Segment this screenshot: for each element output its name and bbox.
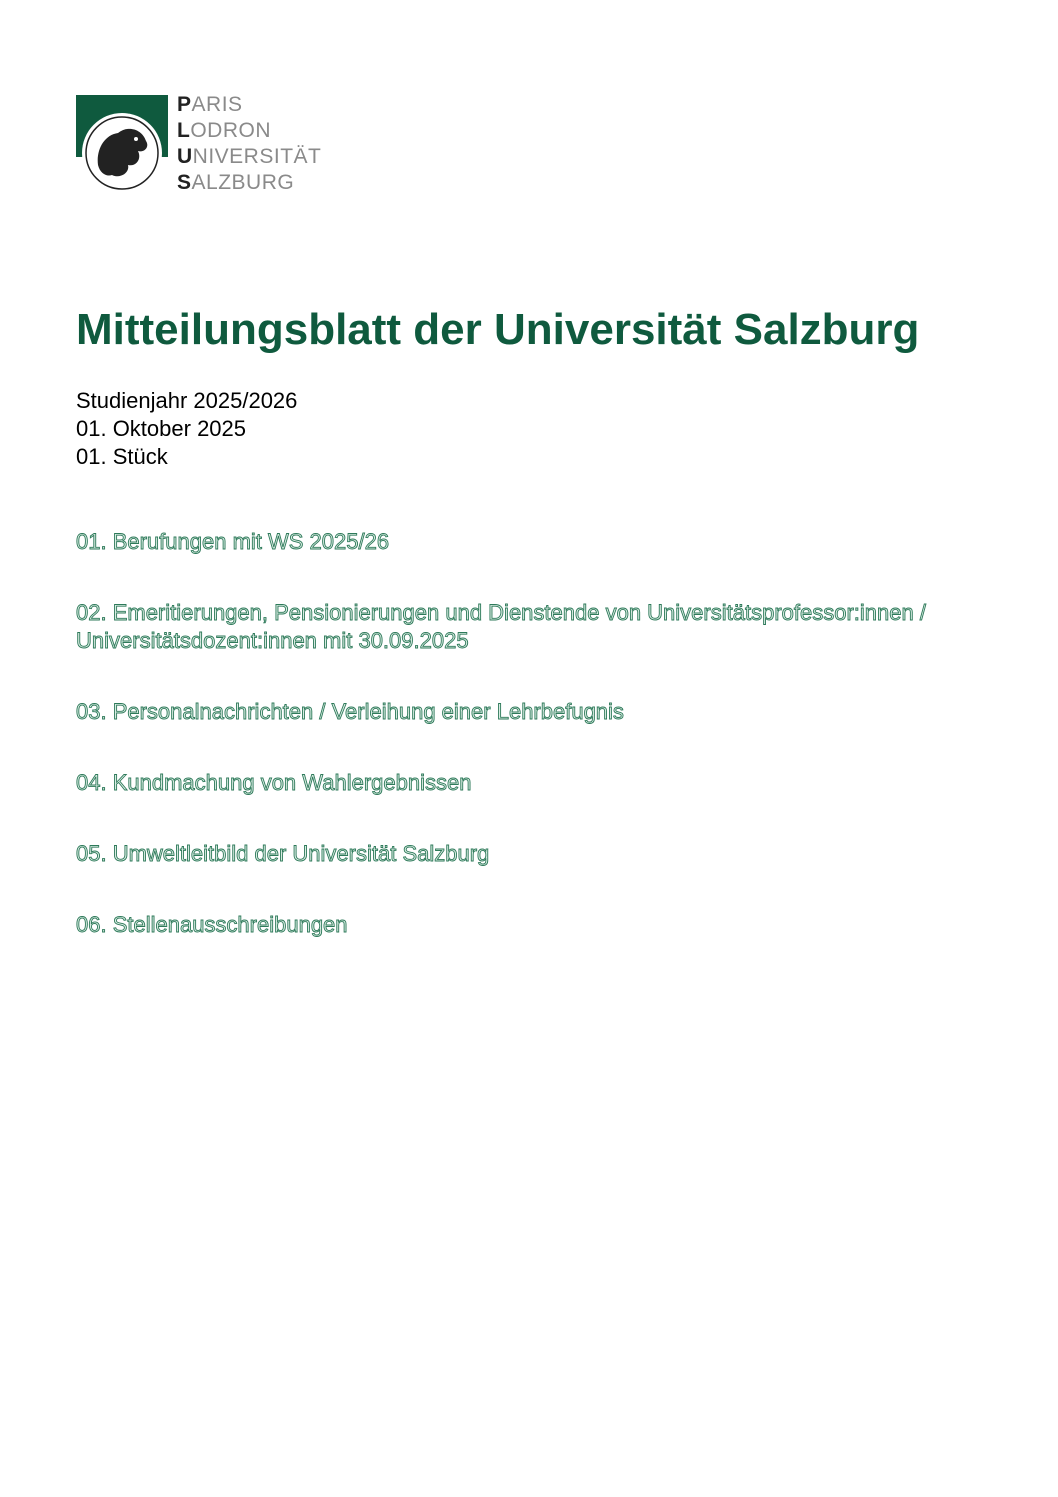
lion-seal-icon	[76, 95, 168, 192]
issue-number: 01. Stück	[76, 444, 168, 469]
logo-line: UNIVERSITÄT	[177, 145, 322, 168]
logo-line: PARIS	[177, 93, 243, 116]
page-title: Mitteilungsblatt der Universität Salzburg	[76, 305, 920, 354]
logo-line: SALZBURG	[177, 171, 295, 194]
toc-link[interactable]: 06. Stellenausschreibungen	[76, 912, 348, 937]
toc-link[interactable]: 01. Berufungen mit WS 2025/26	[76, 529, 390, 554]
toc-link[interactable]: 02. Emeritierungen, Pensionierungen und Dienstende von Universitätsprofessor:innen / Universitätsdozent:innen mit 30.09.2025	[76, 600, 926, 653]
toc-link[interactable]: 04. Kundmachung von Wahlergebnissen	[76, 770, 472, 795]
issue-meta	[76, 387, 297, 471]
university-logo	[76, 95, 336, 195]
toc-link[interactable]: 05. Umweltleitbild der Universität Salzburg	[76, 841, 490, 866]
toc-link[interactable]: 03. Personalnachrichten / Verleihung einer Lehrbefugnis	[76, 699, 624, 724]
logo-line: LODRON	[177, 119, 271, 142]
academic-year: Studienjahr 2025/2026	[76, 388, 298, 413]
table-of-contents	[76, 528, 996, 982]
issue-date: 01. Oktober 2025	[76, 416, 247, 441]
